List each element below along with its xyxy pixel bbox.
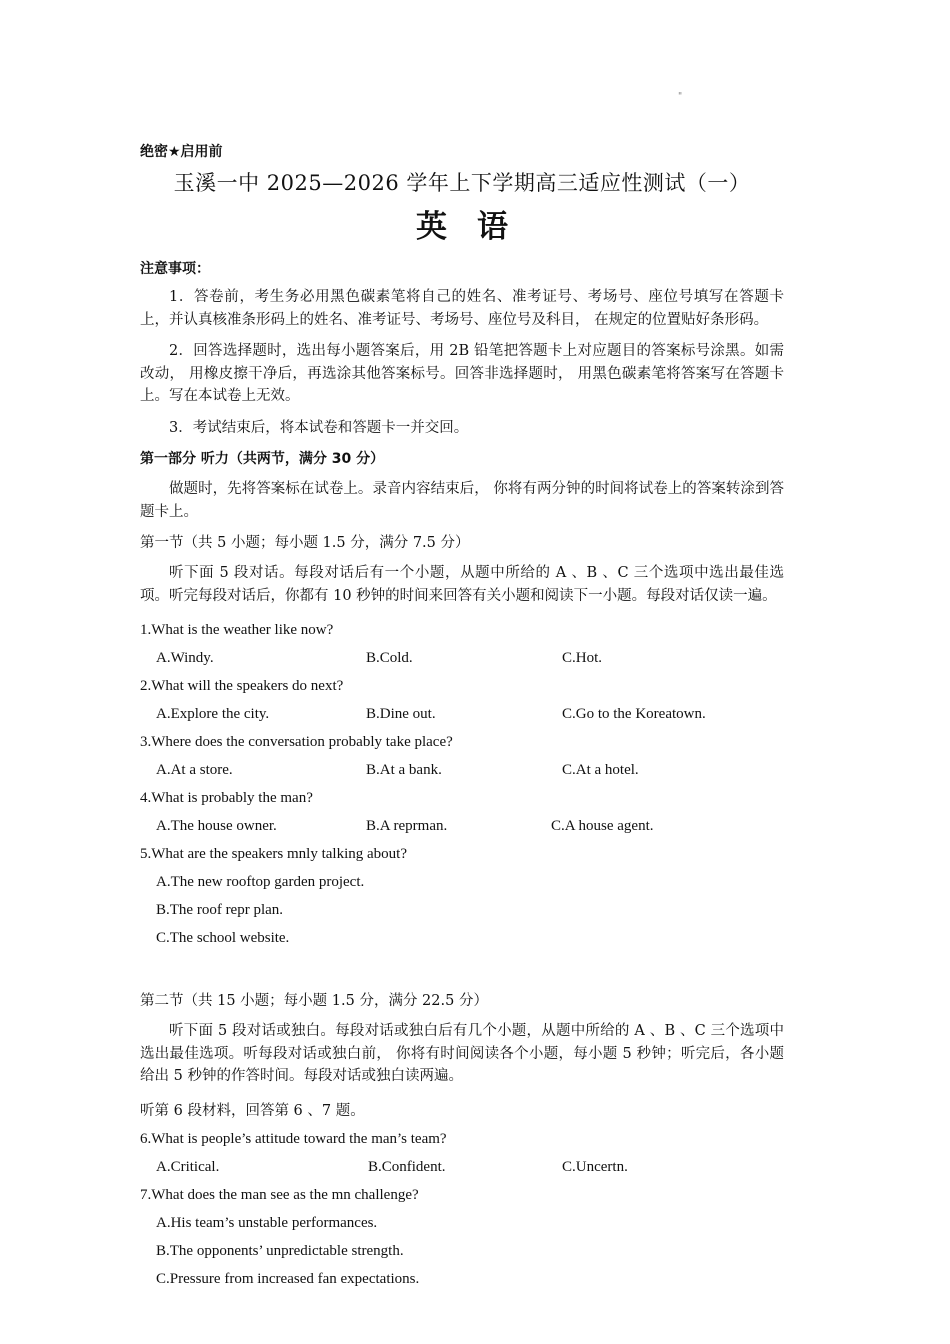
option-c: C.At a hotel. (562, 762, 639, 778)
question-text: 6.What is people’s attitude toward the man’s team? (140, 1130, 447, 1147)
option-b: B.Confident. (368, 1158, 446, 1175)
section1-instruction: 听下面 5 段对话。每段对话后有一个小题，从题中所给的 A 、B 、C 三个选项中选出最佳选项。听完每段对话后，你都有 10 秒钟的时间来回答有关小题和阅读下一小题。每段对话仅读一遍。 (140, 565, 784, 604)
question-options (140, 700, 784, 728)
question-options (140, 812, 784, 840)
exam-page (140, 141, 784, 1293)
option-a: A.Windy. (156, 650, 214, 666)
option-b: B.A reprman. (366, 818, 448, 834)
subject-title: 英语 (416, 209, 538, 245)
question-5 (140, 840, 784, 952)
exam-title: 玉溪一中 2025—2026 学年上下学期高三适应性测试（一） (173, 171, 751, 195)
material-note: 听第 6 段材料，回答第 6 、7 题。 (140, 1102, 365, 1119)
section1-heading: 第一节（共 5 小题；每小题 1.5 分，满分 7.5 分） (140, 535, 470, 551)
corner-mark: " (678, 92, 683, 102)
option-c: C.A house agent. (551, 818, 654, 834)
option-b: B.The opponents’ unpredictable strength. (156, 1242, 404, 1259)
question-options (140, 1153, 784, 1181)
option-b: B.At a bank. (366, 762, 442, 778)
question-options (140, 756, 784, 784)
question-text: 2.What will the speakers do next? (140, 678, 344, 694)
question-3 (140, 728, 784, 784)
option-c: C.Go to the Koreatown. (562, 706, 706, 722)
option-a: A.His team’s unstable performances. (156, 1214, 378, 1231)
spacer (140, 952, 784, 990)
question-4 (140, 784, 784, 840)
notice-item: 2．回答选择题时，选出每小题答案后，用 2B 铅笔把答题卡上对应题目的答案标号涂黑。如需改动， 用橡皮擦干净后，再选涂其他答案标号。回答非选择题时， 用黑色碳素笔将答案写在答题卡上。写在本试卷上无效。 (140, 343, 784, 404)
notice-item: 3．考试结束后，将本试卷和答题卡一并交回。 (169, 419, 469, 436)
question-7 (140, 1181, 784, 1293)
option-c: C.Hot. (562, 650, 603, 666)
option-a: A.Explore the city. (156, 706, 270, 722)
question-text: 3.Where does the conversation probably take place? (140, 734, 453, 750)
part1-instruction: 做题时，先将答案标在试卷上。录音内容结束后， 你将有两分钟的时间将试卷上的答案转涂到答题卡上。 (140, 481, 784, 520)
question-options (140, 644, 784, 672)
option-b: B.Cold. (366, 650, 413, 666)
question-6 (140, 1125, 784, 1181)
question-2 (140, 672, 784, 728)
notice-item: 1．答卷前，考生务必用黑色碳素笔将自己的姓名、准考证号、考场号、座位号填写在答题卡上，并认真核准条形码上的姓名、准考证号、考场号、座位号及科目， 在规定的位置贴好条形码。 (140, 289, 784, 328)
option-c: C.Pressure from increased fan expectations. (156, 1270, 420, 1287)
notice-heading: 注意事项： (140, 261, 210, 277)
secret-label: 绝密★启用前 (140, 144, 223, 160)
question-1 (140, 616, 784, 672)
option-c: C.The school website. (156, 930, 290, 946)
question-text: 4.What is probably the man? (140, 790, 313, 806)
question-text: 7.What does the man see as the mn challenge? (140, 1186, 419, 1203)
option-a: A.At a store. (156, 762, 233, 778)
question-text: 1.What is the weather like now? (140, 622, 334, 638)
section2-heading: 第二节（共 15 小题；每小题 1.5 分，满分 22.5 分） (140, 993, 488, 1009)
option-c: C.Uncertn. (562, 1158, 628, 1175)
option-a: A.Critical. (156, 1158, 220, 1175)
option-a: A.The new rooftop garden project. (156, 874, 365, 890)
option-b: B.Dine out. (366, 706, 436, 722)
option-b: B.The roof repr plan. (156, 902, 284, 918)
option-a: A.The house owner. (156, 818, 277, 834)
section2-instruction: 听下面 5 段对话或独白。每段对话或独白后有几个小题，从题中所给的 A 、B 、C 三个选项中选出最佳选项。听每段对话或独白前， 你将有时间阅读各个小题，每小题 5 秒钟；听完后，各小题给出 5 秒钟的作答时间。每段对话或独白读两遍。 (140, 1023, 784, 1084)
question-text: 5.What are the speakers mnly talking about? (140, 846, 407, 862)
part1-heading: 第一部分 听力（共两节，满分 30 分） (140, 451, 385, 467)
